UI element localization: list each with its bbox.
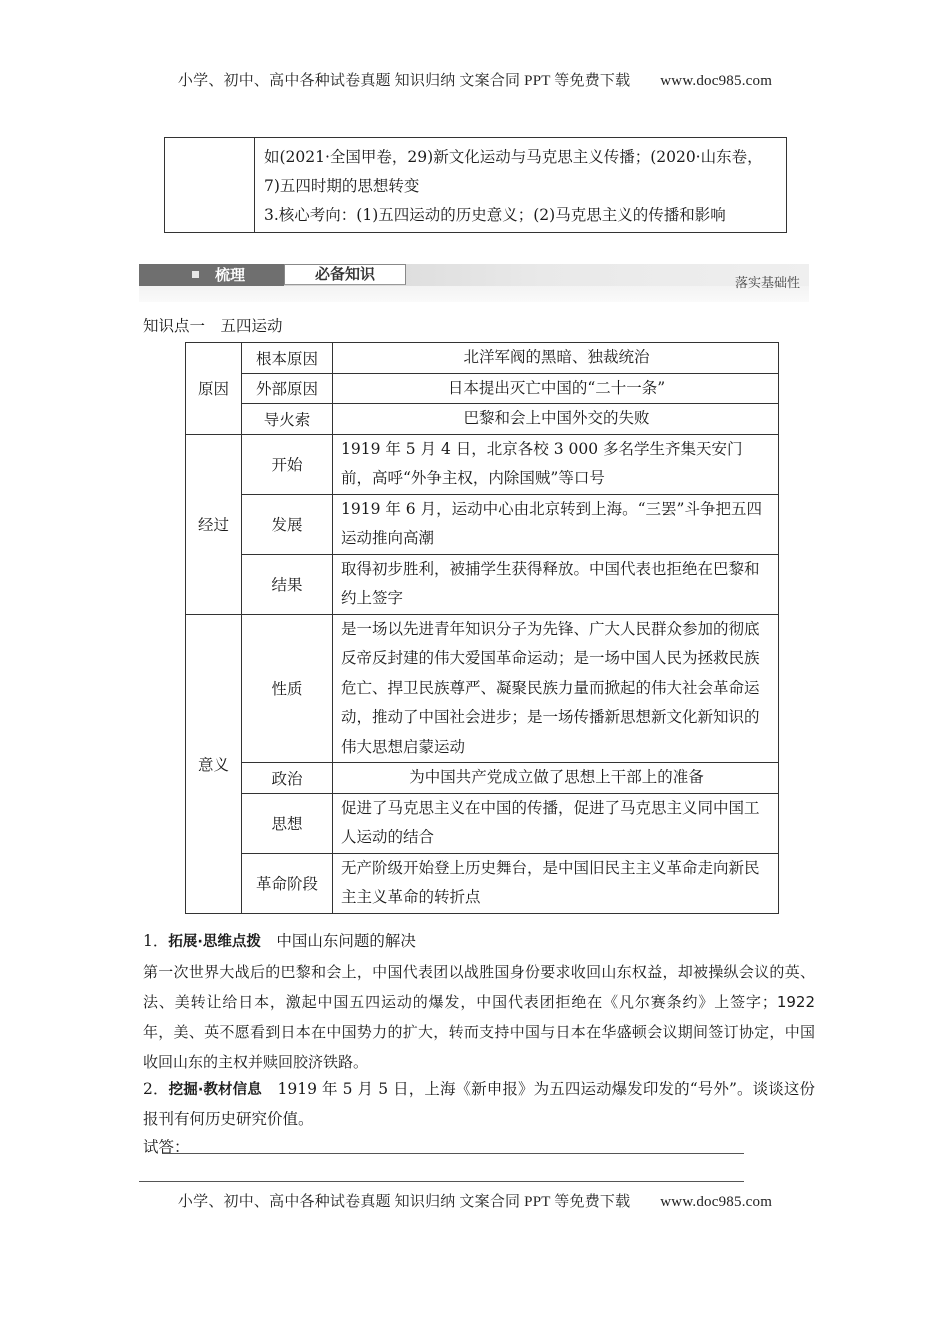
answer-label: 试答：	[143, 1138, 190, 1156]
sub-label: 革命阶段	[242, 853, 333, 913]
group-label: 意义	[186, 614, 242, 913]
exam-focus-line: 如(2021·全国甲卷，29)新文化运动与马克思主义传播；(2020·山东卷，	[264, 148, 763, 166]
exam-focus-table	[164, 137, 787, 233]
row-content: 北洋军阀的黑暗、独裁统治	[333, 343, 779, 374]
sub-label: 根本原因	[242, 343, 333, 374]
table-row	[186, 434, 779, 494]
section-1-body: 第一次世界大战后的巴黎和会上，中国代表团以战胜国身份要求收回山东权益，却被操纵会议的英、法、美转让给日本，激起中国五四运动的爆发，中国代表团拒绝在《凡尔赛条约》上签字；1922 年，美、英不愿看到日本在中国势力的扩大，转而支持中国与日本在华盛顿会议期间签订协定，中国收回山东的主权并赎回胶济铁路。	[143, 963, 815, 1071]
banner-dark-text: 梳理	[215, 266, 246, 284]
table-row	[186, 853, 779, 913]
section-1-label: 拓展·思维点拨	[168, 934, 261, 950]
row-content: 无产阶级开始登上历史舞台，是中国旧民主主义革命走向新民主主义革命的转折点	[333, 853, 779, 913]
banner-right-label: 落实基础性	[734, 276, 800, 291]
banner-tab: 必备知识	[284, 264, 406, 285]
exam-focus-line: 7)五四时期的思想转变	[264, 177, 420, 195]
header-text: 小学、初中、高中各种试卷真题 知识归纳 文案合同 PPT 等免费下载	[177, 73, 631, 89]
sub-label: 发展	[242, 494, 333, 554]
square-bullet-icon	[192, 271, 199, 278]
table-row	[186, 793, 779, 853]
row-content: 日本提出灭亡中国的“二十一条”	[333, 373, 779, 404]
row-content: 为中国共产党成立做了思想上干部上的准备	[333, 763, 779, 794]
sub-label: 导火索	[242, 404, 333, 435]
row-content: 促进了马克思主义在中国的传播，促进了马克思主义同中国工人运动的结合	[333, 793, 779, 853]
knowledge-point-title: 知识点一 五四运动	[143, 317, 283, 335]
row-content: 取得初步胜利，被捕学生获得释放。中国代表也拒绝在巴黎和约上签字	[333, 554, 779, 614]
table-row	[186, 404, 779, 435]
section-1-number: 1．	[143, 932, 169, 950]
section-2-body: 1919 年 5 月 5 日，上海《新申报》为五四运动爆发印发的“号外”。谈谈这份报刊有何历史研究价值。	[143, 1080, 815, 1128]
banner-dark-label	[139, 264, 284, 286]
sub-label: 结果	[242, 554, 333, 614]
sub-label: 政治	[242, 763, 333, 794]
sub-label: 开始	[242, 434, 333, 494]
table-row	[186, 554, 779, 614]
header-url: www.doc985.com	[660, 73, 773, 89]
sub-label: 外部原因	[242, 373, 333, 404]
section-2-number: 2．	[143, 1080, 169, 1098]
footer-text: 小学、初中、高中各种试卷真题 知识归纳 文案合同 PPT 等免费下载	[177, 1194, 631, 1210]
row-content: 是一场以先进青年知识分子为先锋、广大人民群众参加的彻底反帝反封建的伟大爱国革命运动；是一场中国人民为拯救民族危亡、捍卫民族尊严、凝聚民族力量而掀起的伟大社会革命运动，推动了中国社会进步；是一场传播新思想新文化新知识的伟大思想启蒙运动	[333, 614, 779, 763]
row-content: 1919 年 6 月，运动中心由北京转到上海。“三罢”斗争把五四运动推向高潮	[333, 494, 779, 554]
table-row	[186, 373, 779, 404]
table-row	[186, 494, 779, 554]
table-left-column	[165, 138, 255, 232]
table-row	[186, 343, 779, 374]
table-row	[186, 614, 779, 763]
section-1-title: 中国山东问题的解决	[276, 932, 416, 950]
table-row	[186, 763, 779, 794]
section-1-heading	[143, 927, 815, 957]
sub-label: 性质	[242, 614, 333, 763]
group-label: 原因	[186, 343, 242, 435]
row-content: 巴黎和会上中国外交的失败	[333, 404, 779, 435]
answer-line[interactable]	[162, 1153, 744, 1154]
section-2	[143, 1075, 815, 1134]
sub-label: 思想	[242, 793, 333, 853]
exam-focus-content	[264, 143, 780, 230]
section-2-label: 挖掘·教材信息	[168, 1082, 262, 1098]
page-header	[0, 69, 950, 90]
answer-line[interactable]	[139, 1181, 744, 1182]
group-label: 经过	[186, 434, 242, 614]
footer-url: www.doc985.com	[660, 1194, 773, 1210]
exam-focus-line: 3.核心考向：(1)五四运动的历史意义；(2)马克思主义的传播和影响	[264, 206, 726, 224]
may-fourth-table	[185, 342, 779, 914]
row-content: 1919 年 5 月 4 日，北京各校 3 000 多名学生齐集天安门前，高呼“外争主权，内除国贼”等口号	[333, 434, 779, 494]
page-footer	[0, 1190, 950, 1211]
